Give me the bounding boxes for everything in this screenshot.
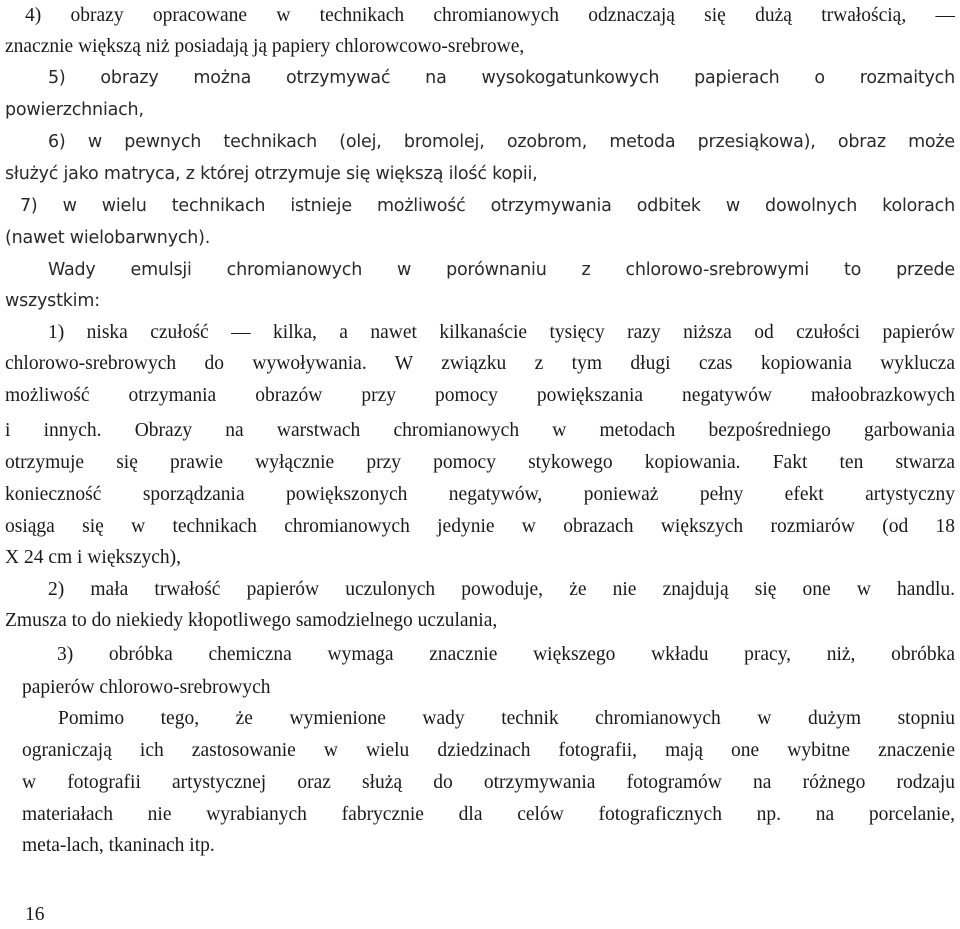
- text-line: konieczność sporządzania powiększonych negatywów, ponieważ pełny efekt artystyczny: [5, 484, 955, 505]
- text-line: papierów chlorowo-srebrowych: [22, 677, 271, 698]
- text-line: wszystkim:: [5, 291, 100, 311]
- text-line: Zmusza to do niekiedy kłopotliwego samodzielnego uczulania,: [5, 610, 498, 631]
- text-line: 2) mała trwałość papierów uczulonych powoduje, że nie znajdują się one w handlu.: [48, 579, 955, 600]
- text-line: 3) obróbka chemiczna wymaga znacznie większego wkładu pracy, niż, obróbka: [57, 644, 955, 665]
- text-line: materiałach nie wyrabianych fabrycznie dla celów fotograficznych np. na porcelanie,: [22, 804, 955, 825]
- text-line: znacznie większą niż posiadają ją papiery chlorowcowo-srebrowe,: [5, 36, 525, 57]
- text-line: X 24 cm i większych),: [5, 547, 181, 568]
- text-line: meta-lach, tkaninach itp.: [22, 835, 215, 856]
- page-number: 16: [25, 904, 45, 925]
- text-line: 5) obrazy można otrzymywać na wysokogatunkowych papierach o rozmaitych: [48, 68, 955, 88]
- text-line: służyć jako matryca, z której otrzymuje się większą ilość kopii,: [5, 164, 538, 184]
- text-line: osiąga się w technikach chromianowych jedynie w obrazach większych rozmiarów (od 18: [5, 516, 955, 537]
- text-line: i innych. Obrazy na warstwach chromianowych w metodach bezpośredniego garbowania: [5, 420, 955, 441]
- text-line: 1) niska czułość — kilka, a nawet kilkanaście tysięcy razy niższa od czułości papierów: [48, 322, 955, 343]
- text-line: chlorowo-srebrowych do wywoływania. W związku z tym długi czas kopiowania wyklucza: [5, 353, 955, 374]
- text-line: 6) w pewnych technikach (olej, bromolej, ozobrom, metoda przesiąkowa), obraz może: [48, 132, 955, 152]
- text-line: 4) obrazy opracowane w technikach chromianowych odznaczają się dużą trwałością, —: [25, 5, 955, 26]
- text-line: możliwość otrzymania obrazów przy pomocy powiększania negatywów małoobrazkowych: [5, 385, 955, 406]
- text-line: 7) w wielu technikach istnieje możliwość otrzymywania odbitek w dowolnych kolorach: [20, 196, 955, 216]
- text-line: ograniczają ich zastosowanie w wielu dziedzinach fotografii, mają one wybitne znaczenie: [22, 740, 955, 761]
- text-line: (nawet wielobarwnych).: [5, 228, 211, 248]
- text-line: Wady emulsji chromianowych w porównaniu z chlorowo-srebrowymi to przede: [48, 260, 955, 280]
- text-line: w fotografii artystycznej oraz służą do otrzymywania fotogramów na różnego rodzaju: [22, 772, 955, 793]
- text-line: Pomimo tego, że wymienione wady technik chromianowych w dużym stopniu: [58, 708, 955, 729]
- text-line: powierzchniach,: [5, 100, 144, 120]
- text-line: otrzymuje się prawie wyłącznie przy pomocy stykowego kopiowania. Fakt ten stwarza: [5, 452, 955, 473]
